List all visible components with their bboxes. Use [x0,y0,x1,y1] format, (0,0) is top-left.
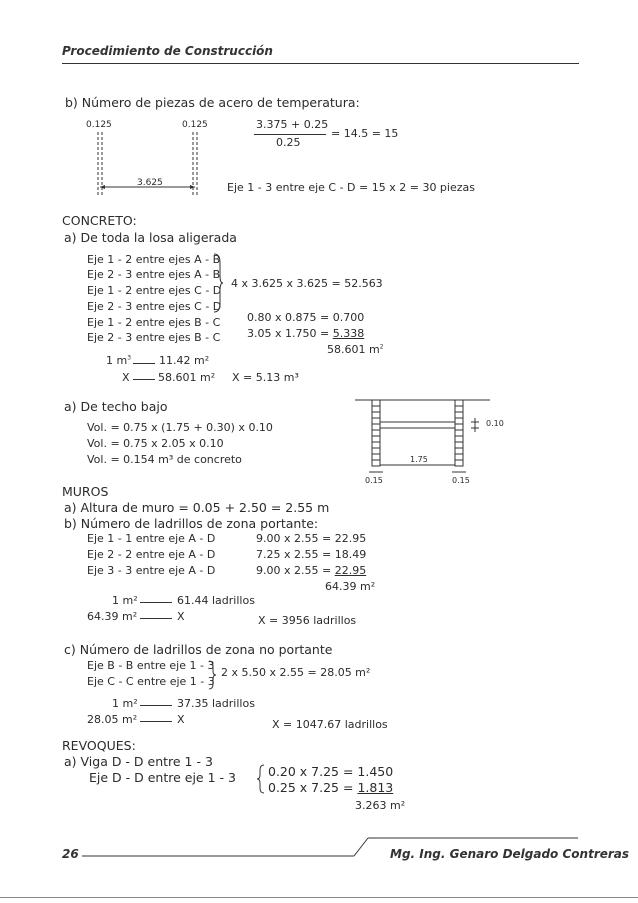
concreto-row-6: Eje 2 - 3 entre ejes B - C [87,331,221,344]
concreto-row-3: Eje 1 - 2 entre ejes C - D [87,284,222,297]
muros-row-1-calc: 9.00 x 2.55 = 22.95 [256,532,367,545]
calc-line-1: 0.80 x 0.875 = 0.700 [247,311,365,324]
dim-thickness: 0.10 [486,419,504,428]
c-rule-right-1: 37.35 ladrillos [177,697,255,710]
calc-line-2: 3.05 x 1.750 = 5.338 [247,327,365,340]
muros-c-row-1: Eje B - B entre eje 1 - 3 [87,659,215,672]
c-rule-dash-1 [140,705,172,706]
c-brace [207,660,217,690]
muros-b-heading: b) Número de ladrillos de zona portante: [64,516,319,531]
vol-line-1: Vol. = 0.75 x (1.75 + 0.30) x 0.10 [87,421,273,434]
techo-heading: a) De techo bajo [64,399,168,414]
revoques-calc-1: 0.20 x 7.25 = 1.450 [268,764,394,779]
muros-row-2-label: Eje 2 - 2 entre eje A - D [87,548,216,561]
fraction-result: = 14.5 = 15 [331,127,399,140]
muros-total: 64.39 m² [325,580,376,593]
c-rule-left-2: 28.05 m² [87,713,138,726]
concreto-total: 58.601 $m^2$ [327,343,384,356]
rule-right-1: 11.42 m² [159,354,210,367]
group-brace [212,252,224,314]
fraction-denominator: 0.25 [276,136,301,149]
eje-line: Eje 1 - 3 entre eje C - D = 15 x 2 = 30 piezas [227,181,475,194]
revoques-heading: REVOQUES: [62,738,136,753]
c-result: X = 1047.67 ladrillos [272,718,388,731]
rule-left-2: X [122,371,130,384]
c-rule-left-1: 1 m² [112,697,138,710]
revoques-brace [256,764,266,794]
muros-rule-left-2: 64.39 m² [87,610,138,623]
muros-row-2-calc: 7.25 x 2.55 = 18.49 [256,548,367,561]
header-title: Procedimiento de Construcción [62,44,273,58]
concreto-heading: CONCRETO: [62,213,137,228]
temperatura-heading: b) Número de piezas de acero de temperatura: [65,95,360,110]
page-edge [0,897,638,898]
rule-left-1: 1 $m^3$ [106,354,132,367]
muros-row-3-label: Eje 3 - 3 entre eje A - D [87,564,216,577]
span-label: 3.625 [137,178,163,188]
dim-span: 1.75 [410,455,428,464]
muros-a-line: a) Altura de muro = 0.05 + 2.50 = 2.55 m [64,500,330,515]
muros-c-calc: 2 x 5.50 x 2.55 = 28.05 m² [221,666,371,679]
header-rule [62,63,579,64]
rule-right-2: 58.601 m² [158,371,216,384]
rule-dash-1 [133,363,155,364]
right-bar-label: 0.125 [182,120,208,130]
muros-rule-right-2: X [177,610,185,623]
revoques-sub: Eje D - D entre eje 1 - 3 [89,770,236,785]
concreto-row-2: Eje 2 - 3 entre ejes A - B [87,268,221,281]
group-calc: 4 x 3.625 x 3.625 = 52.563 [231,277,383,290]
techo-section-diagram [355,398,495,478]
muros-result: X = 3956 ladrillos [258,614,357,627]
revoques-a-heading: a) Viga D - D entre 1 - 3 [64,754,213,769]
dim-right: 0.15 [452,476,470,485]
losa-heading: a) De toda la losa aligerada [64,230,237,245]
concreto-row-4: Eje 2 - 3 entre ejes C - D [87,300,222,313]
concreto-row-5: Eje 1 - 2 entre ejes B - C [87,316,221,329]
muros-rule-dash-2 [140,618,172,619]
dim-left: 0.15 [365,476,383,485]
vol-line-3: Vol. = 0.154 m³ de concreto [87,453,242,466]
muros-row-1-label: Eje 1 - 1 entre eje A - D [87,532,216,545]
rule-result: X = 5.13 m³ [232,371,299,384]
rule-dash-2 [133,379,155,380]
muros-rule-dash-1 [140,602,172,603]
rebar-spacing-diagram [90,130,210,200]
muros-c-heading: c) Número de ladrillos de zona no portante [64,642,333,657]
revoques-total: 3.263 m² [355,799,406,812]
fraction-numerator: 3.375 + 0.25 [256,118,329,131]
fraction-bar [254,134,326,135]
c-rule-right-2: X [177,713,185,726]
muros-c-row-2: Eje C - C entre eje 1 - 3 [87,675,215,688]
page-number: 26 [62,847,79,861]
footer-author: Mg. Ing. Genaro Delgado Contreras [390,847,630,861]
muros-rule-left-1: 1 m² [112,594,138,607]
revoques-calc-2: 0.25 x 7.25 = 1.813 [268,780,394,795]
muros-rule-right-1: 61.44 ladrillos [177,594,255,607]
left-bar-label: 0.125 [86,120,112,130]
c-rule-dash-2 [140,721,172,722]
muros-row-3-calc: 9.00 x 2.55 = 22.95 [256,564,367,577]
vol-line-2: Vol. = 0.75 x 2.05 x 0.10 [87,437,224,450]
concreto-row-1: Eje 1 - 2 entre ejes A - B [87,253,221,266]
muros-heading: MUROS [62,484,109,499]
